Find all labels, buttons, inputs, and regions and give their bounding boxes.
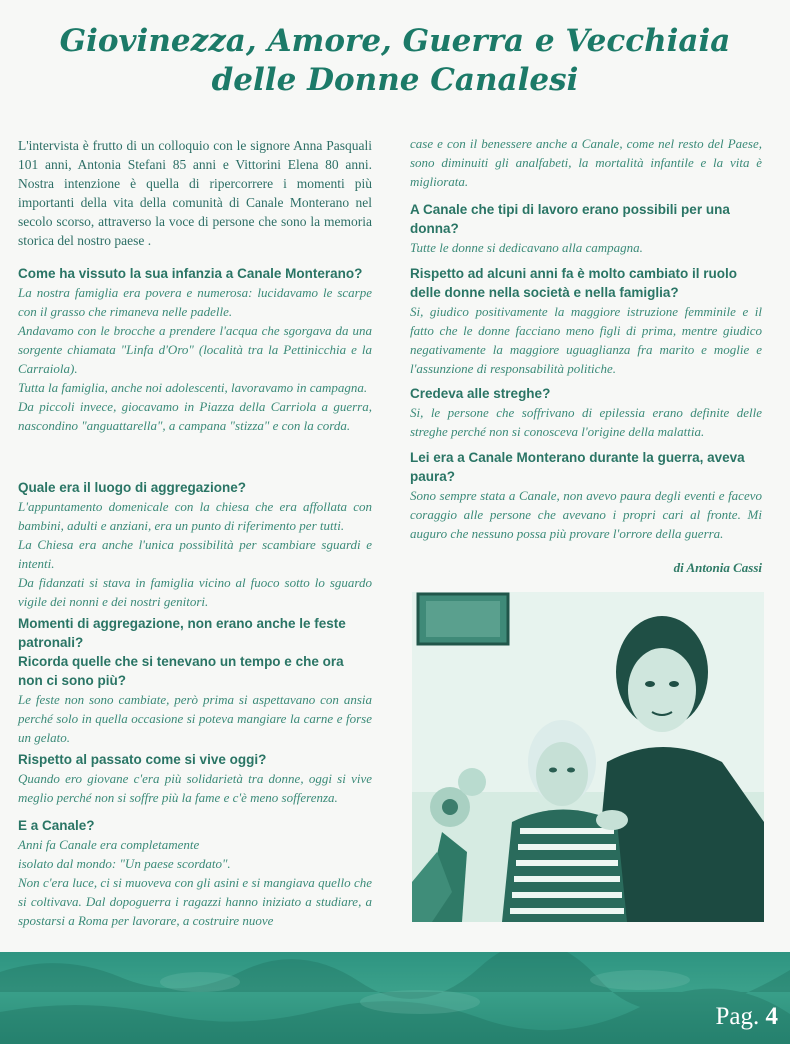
answer: L'appuntamento domenicale con la chiesa che era affollata con bambini, adulti e anziani, era un punto di riferimento per tutti. xyxy=(18,499,372,533)
answer: Non c'era luce, ci si muoveva con gli asini e si mangiava quello che si coltivava. Dal dopoguerra i ragazzi hanno iniziato a studiare, a spostarsi a Roma per lavorare, a costruire nuove xyxy=(18,875,372,928)
qa-streghe xyxy=(410,384,762,441)
question: Lei era a Canale Monterano durante la guerra, aveva paura? xyxy=(410,450,745,484)
question: A Canale che tipi di lavoro erano possibili per una donna? xyxy=(410,202,730,236)
question: Credeva alle streghe? xyxy=(410,386,551,401)
question: E a Canale? xyxy=(18,818,95,833)
question: Come ha vissuto la sua infanzia a Canale Monterano? xyxy=(18,266,363,281)
answer: La nostra famiglia era povera e numerosa: lucidavamo le scarpe con il grasso che rimaneva nelle padelle. xyxy=(18,285,372,319)
answer: isolato dal mondo: "Un paese scordato". xyxy=(18,856,231,871)
photo-two-women xyxy=(412,592,764,922)
answer: Sono sempre stata a Canale, non avevo paura degli eventi e facevo coraggio alle persone che avevano i propri cari al fronte. Mi auguro che nessuno possa più provare l'orrore della guerra. xyxy=(410,488,762,541)
answer: Le feste non sono cambiate, però prima si aspettavano con ansia perché solo in quella occasione si poteva mangiare la carne e forse un gelato. xyxy=(18,692,372,745)
answer: La Chiesa era anche l'unica possibilità per scambiare sguardi e intenti. xyxy=(18,537,372,571)
answer: Anni fa Canale era completamente xyxy=(18,837,200,852)
answer: case e con il benessere anche a Canale, come nel resto del Paese, sono diminuiti gli analfabeti, la mortalità infantile e la vita è migliorata. xyxy=(410,136,762,189)
answer: Tutta la famiglia, anche noi adolescenti, lavoravamo in campagna. xyxy=(18,380,368,395)
right-continuation xyxy=(410,134,762,191)
answer: Da fidanzati si stava in famiglia vicino al fuoco sotto lo sguardo vigile dei nonni e dei nostri genitori. xyxy=(18,575,372,609)
qa-ruolo-donne xyxy=(410,264,762,378)
page-title xyxy=(0,22,790,100)
qa-aggregazione xyxy=(18,478,372,611)
answer: Andavamo con le brocche a prendere l'acqua che sgorgava da una sorgente chiamata "Linfa d'Oro" (località tra la Pettinicchia e la Carraiola). xyxy=(18,323,372,376)
qa-oggi xyxy=(18,750,372,807)
page-number-value: 4 xyxy=(765,1003,778,1030)
question: Quale era il luogo di aggregazione? xyxy=(18,480,247,495)
question: Momenti di aggregazione, non erano anche le feste patronali? xyxy=(18,616,346,650)
page-number xyxy=(716,1003,779,1031)
qa-guerra xyxy=(410,448,762,543)
qa-canale xyxy=(18,816,372,930)
answer: Da piccoli invece, giocavamo in Piazza della Carriola a guerra, nascondino "anguattarella", a campana "stizza" e con la corda. xyxy=(18,399,372,433)
intro-paragraph: L'intervista è frutto di un colloquio con le signore Anna Pasquali 101 anni, Antonia Stefani 85 anni e Vittorini Elena 80 anni. Nostra intenzione è quella di ripercorrere i momenti più importanti della vita della comunità di Canale Monterano nel secolo scorso, attraverso la voce di persone che sono la memoria storica del nostro paese . xyxy=(18,138,372,248)
page-label: Pag. xyxy=(715,1003,760,1030)
answer: Tutte le donne si dedicavano alla campagna. xyxy=(410,240,643,255)
qa-infanzia xyxy=(18,264,372,435)
answer: Si, le persone che soffrivano di epilessia erano definite delle streghe perché non si conosceva l'origine della malattia. xyxy=(410,405,762,439)
answer: Quando ero giovane c'era più solidarietà tra donne, oggi si vive meglio perché non si soffre più la fame e c'è meno sofferenza. xyxy=(18,771,372,805)
title-line-2: delle Donne Canalesi xyxy=(211,62,579,98)
title-line-1: Giovinezza, Amore, Guerra e Vecchiaia xyxy=(59,23,731,59)
question: Rispetto al passato come si vive oggi? xyxy=(18,752,267,767)
qa-lavoro xyxy=(410,200,762,257)
question: Ricorda quelle che si tenevano un tempo e che ora non ci sono più? xyxy=(18,654,344,688)
author-signature: di Antonia Cassi xyxy=(673,560,762,575)
footer-band xyxy=(0,952,790,1044)
question: Rispetto ad alcuni anni fa è molto cambiato il ruolo delle donne nella società e nella famiglia? xyxy=(410,266,738,300)
qa-feste xyxy=(18,614,372,747)
answer: Si, giudico positivamente la maggiore istruzione femminile e il fatto che le donne facciano meno figli di prima, mentre giudico negativamente la maggiore uguaglianza fra marito e moglie e l'assunzione di responsabilità politiche. xyxy=(410,304,762,376)
